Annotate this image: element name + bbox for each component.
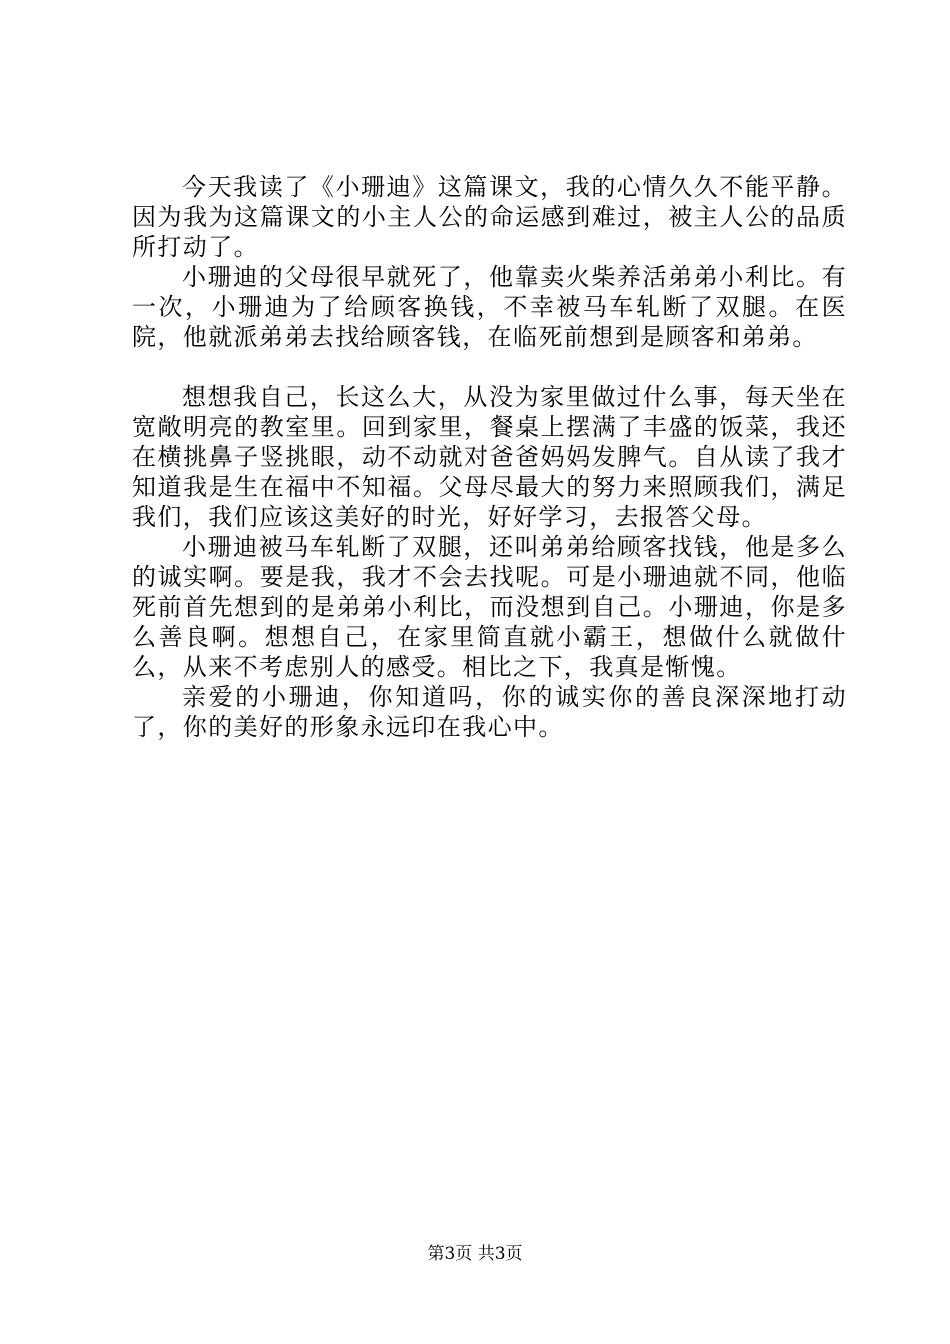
paragraph-2: 小珊迪的父母很早就死了，他靠卖火柴养活弟弟小利比。有一次，小珊迪为了给顾客换钱，不幸被马车轧断了双腿。在医院，他就派弟弟去找给顾客钱，在临死前想到是顾客和弟弟。 <box>132 263 847 351</box>
paragraph-1: 今天我读了《小珊迪》这篇课文，我的心情久久不能平静。因为我为这篇课文的小主人公的命运感到难过，被主人公的品质所打动了。 <box>132 173 847 261</box>
document-body <box>132 172 847 742</box>
page-footer: 第3页 共3页 <box>427 1244 523 1264</box>
paragraph-5: 亲爱的小珊迪，你知道吗，你的诚实你的善良深深地打动了，你的美好的形象永远印在我心中。 <box>132 683 847 741</box>
paragraph-4: 小珊迪被马车轧断了双腿，还叫弟弟给顾客找钱，他是多么的诚实啊。要是我，我才不会去找呢。可是小珊迪就不同，他临死前首先想到的是弟弟小利比，而没想到自己。小珊迪，你是多么善良啊。想想自己，在家里简直就小霸王，想做什么就做什么，从来不考虑别人的感受。相比之下，我真是惭愧。 <box>132 533 847 681</box>
paragraph-3: 想想我自己，长这么大，从没为家里做过什么事，每天坐在宽敞明亮的教室里。回到家里，餐桌上摆满了丰盛的饭菜，我还在横挑鼻子竖挑眼，动不动就对爸爸妈妈发脾气。自从读了我才知道我是生在福中不知福。父母尽最大的努力来照顾我们，满足我们，我们应该这美好的时光，好好学习，去报答父母。 <box>132 383 847 531</box>
